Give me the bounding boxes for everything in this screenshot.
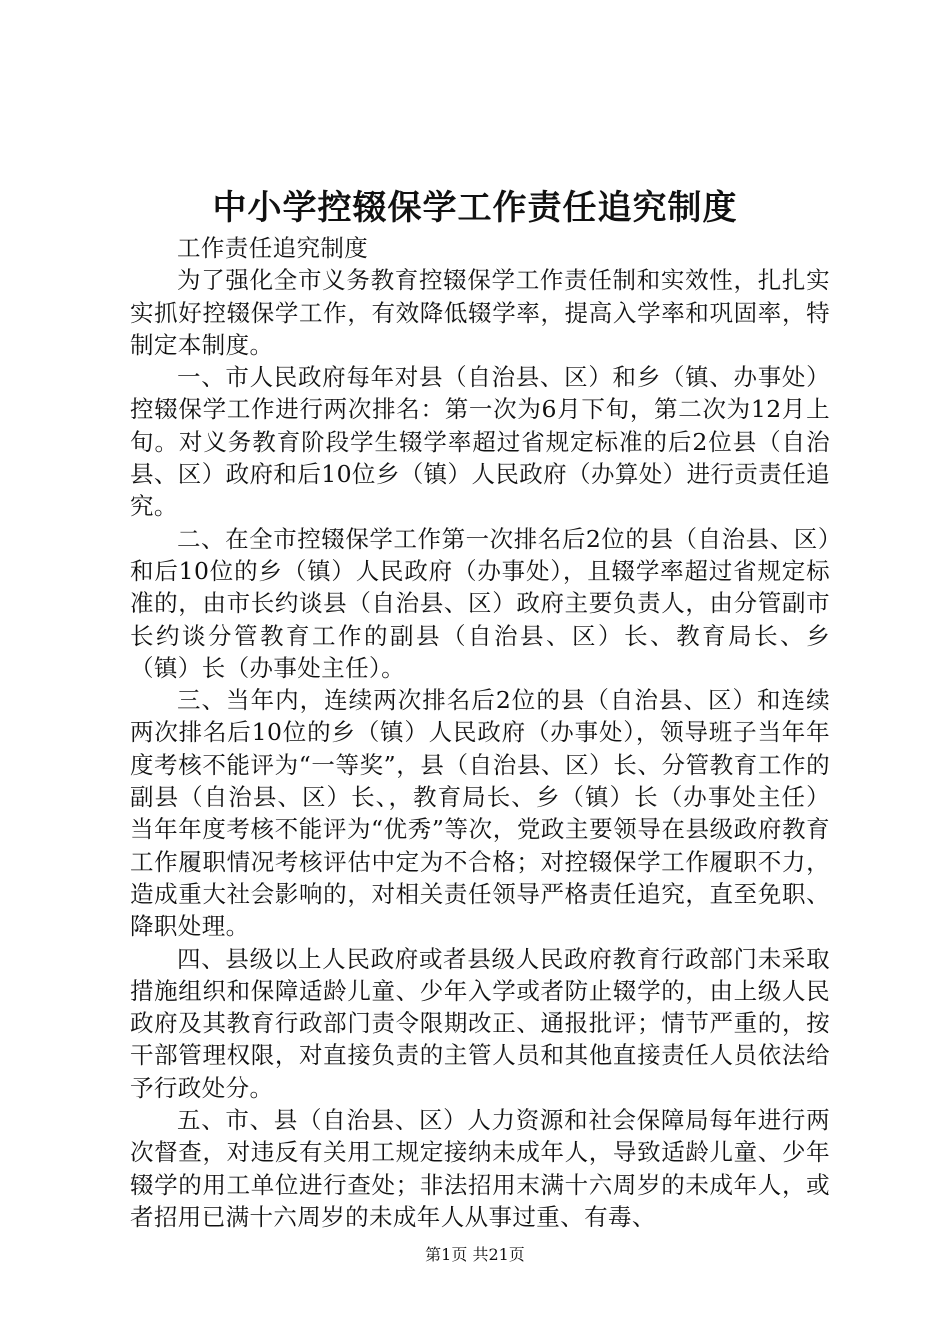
paragraph-subtitle: 工作责任追究制度 bbox=[177, 234, 369, 262]
paragraph-intro: 为了强化全市义务教育控辍保学工作责任制和实效性，扎扎实实抓好控辍保学工作，有效降低辍学率，提高入学率和巩固率，特制定本制度。 bbox=[130, 266, 830, 359]
document-title: 中小学控辍保学工作责任追究制度 bbox=[212, 188, 738, 228]
page-footer: 第1页 共21页 bbox=[425, 1245, 525, 1264]
paragraph-item-2: 二、在全市控辍保学工作第一次排名后2位的县（自治县、区）和后10位的乡（镇）人民政府（办事处），且辍学率超过省规定标准的，由市长约谈县（自治县、区）政府主要负责人，由分管副市长约谈分管教育工作的副县（自治县、区）长、教育局长、乡（镇）长（办事处主任）。 bbox=[130, 524, 830, 682]
paragraph-item-4: 四、县级以上人民政府或者县级人民政府教育行政部门未采取措施组织和保障适龄儿童、少年入学或者防止辍学的，由上级人民政府及其教育行政部门责令限期改正、通报批评；情节严重的，按干部管理权限，对直接负责的主管人员和其他直接责任人员依法给予行政处分。 bbox=[130, 944, 830, 1102]
document-body bbox=[130, 232, 830, 1233]
paragraph-item-1: 一、市人民政府每年对县（自治县、区）和乡（镇、办事处）控辍保学工作进行两次排名：第一次为6月下旬，第二次为12月上旬。对义务教育阶段学生辍学率超过省规定标准的后2位县（自治县、区）政府和后10位乡（镇）人民政府（办算处）进行贡责任追究。 bbox=[130, 363, 830, 521]
paragraph-item-5: 五、市、县（自治县、区）人力资源和社会保障局每年进行两次督查，对违反有关用工规定接纳未成年人，导致适龄儿童、少年辍学的用工单位进行查处；非法招用末满十六周岁的未成年人，或者招用已满十六周岁的未成年人从事过重、有毒、 bbox=[130, 1106, 830, 1231]
paragraph-item-3: 三、当年内，连续两次排名后2位的县（自治县、区）和连续两次排名后10位的乡（镇）人民政府（办事处），领导班子当年年度考核不能评为“一等奖”，县（自治县、区）长、分管教育工作的副县（自治县、区）长、，教育局长、乡（镇）长（办事处主任）当年年度考核不能评为“优秀”等次，党政主要领导在县级政府教育工作履职情况考核评估中定为不合格；对控辍保学工作履职不力，造成重大社会影响的，对相关责任领导严格责任追究，直至免职、降职处理。 bbox=[130, 686, 830, 941]
